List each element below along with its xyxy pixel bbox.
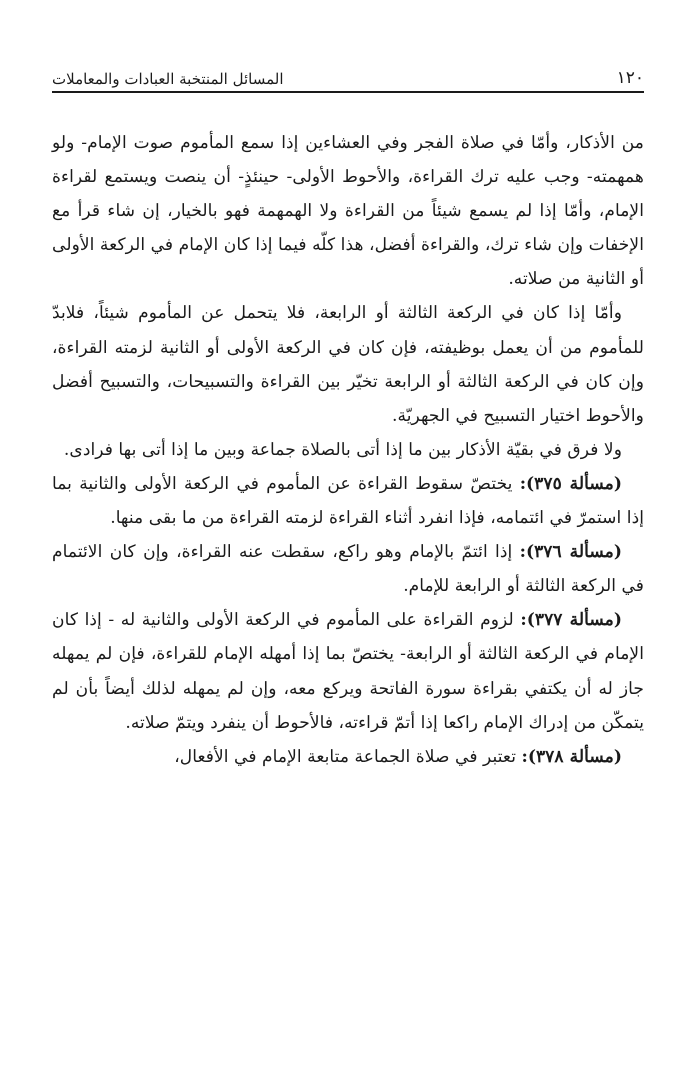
page-number: ١٢٠ (616, 68, 644, 88)
issue-377-text: لزوم القراءة على المأموم في الركعة الأولى والثانية له - إذا كان الإمام في الركعة الثالثة أو الرابعة- يختصّ بما إذا أمهله الإمام للقراءة، فإن لم يمهله جاز له أن يكتفي بقراءة سورة الفاتحة ويركع معه، وإن لم يمهله لذلك أيضاً بأن لم يتمكّن من إدراك الإمام راكعا إذا أتمّ قراءته، فالأحوط أن ينفرد ويتمّ صلاته. (52, 610, 644, 733)
issue-375-heading: (مسألة ٣٧٥): (519, 473, 622, 494)
paragraph-third-fourth-rakah: وأمّا إذا كان في الركعة الثالثة أو الرابعة، فلا يتحمل عن المأموم شيئاً، فلابدّ للمأموم من أن يعمل بوظيفته، فإن كان في الركعة الأولى أو الثانية لزمته القراءة، وإن كان في الركعة الثالثة أو الرابعة تخيّر بين القراءة والتسبيحات، والتسبيح أفضل والأحوط اختيار التسبيح في الجهريّة. (52, 303, 644, 426)
page-header (52, 58, 644, 88)
issue-377 (52, 603, 644, 739)
header-divider (52, 91, 644, 93)
issue-378-text: تعتبر في صلاة الجماعة متابعة الإمام في الأفعال، (174, 746, 522, 767)
running-title: المسائل المنتخبة العبادات والمعاملات (52, 70, 284, 88)
issue-378 (52, 740, 644, 774)
issue-375 (52, 467, 644, 535)
issue-375-text: يختصّ سقوط القراءة عن المأموم في الركعة الأولى والثانية بما إذا استمرّ في ائتمامه، فإذا انفرد أثناء القراءة لزمته القراءة من ما بقى منها. (52, 473, 644, 529)
issue-376-text: إذا ائتمّ بالإمام وهو راكع، سقطت عنه القراءة، وإن كان الائتمام في الركعة الثالثة أو الرابعة للإمام. (52, 542, 644, 597)
paragraph-continuation: من الأذكار، وأمّا في صلاة الفجر وفي العشاءين إذا سمع المأموم صوت الإمام- ولو همهمته- وجب عليه ترك القراءة، والأحوط الأولى- حينئذٍ- أن ينصت ويستمع لقراءة الإمام، وأمّا إذا لم يسمع شيئاً من القراءة ولا الهمهمة فهو بالخيار، إن شاء قرأ مع الإخفات وإن شاء ترك، والقراءة أفضل، هذا كلّه فيما إذا كان الإمام في الركعة الأولى أو الثانية من صلاته. (52, 133, 644, 290)
issue-378-heading: (مسألة ٣٧٨): (521, 746, 622, 767)
paragraph-other-adhkar: ولا فرق في بقيّة الأذكار بين ما إذا أتى بالصلاة جماعة وبين ما إذا أتى بها فرادى. (63, 439, 622, 460)
issue-376 (52, 535, 644, 603)
issue-377-heading: (مسألة ٣٧٧): (520, 610, 622, 631)
page-body (52, 126, 644, 774)
issue-376-heading: (مسألة ٣٧٦): (519, 542, 622, 563)
